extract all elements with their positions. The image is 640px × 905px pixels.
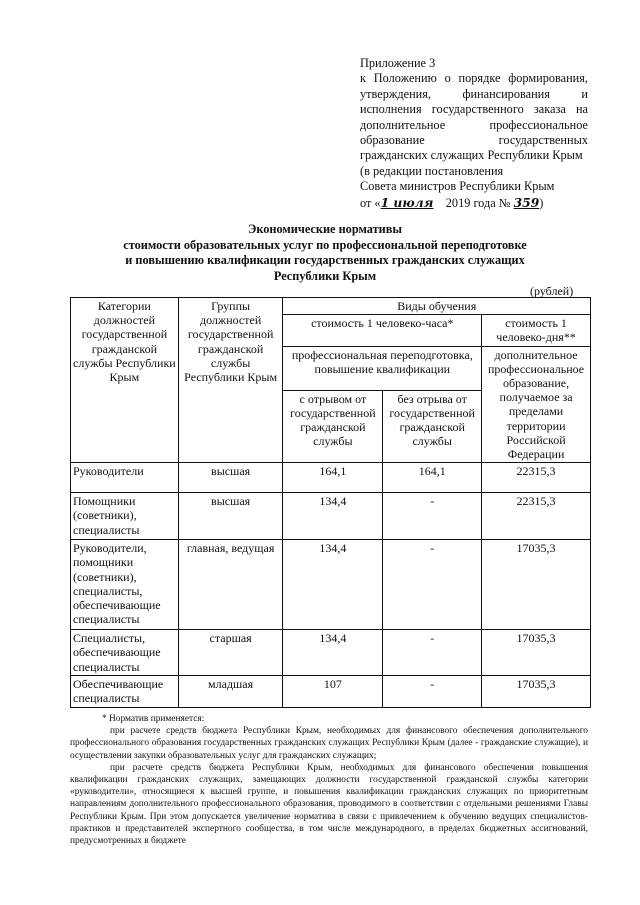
cell-category: Специалисты, обеспечивающие специалисты [71, 630, 179, 676]
table-row [71, 463, 591, 493]
appendix-line: гражданских служащих Республики Крым [360, 148, 583, 163]
cell-day-cost: 17035,3 [482, 676, 591, 708]
header-types: Виды обучения [283, 298, 591, 315]
header-category: Категории должностей государственной гражданской службы Республики Крым [71, 298, 179, 463]
cell-group: высшая [178, 463, 283, 493]
table-row [71, 540, 591, 630]
cell-with-leave: 134,4 [283, 540, 383, 630]
table-row [71, 493, 591, 540]
date-prefix: от « [360, 195, 381, 210]
appendix-date-line [360, 195, 588, 211]
handwritten-number: 359 [513, 194, 540, 210]
footnote-paragraph: при расчете средств бюджета Республики Крым, необходимых для финансового обеспечения дополнительного профессионального образования государственных гражданских служащих Республики Крым (далее - гражданские служащие), и осуществлении закупки образовательных услуг для гражданских служащих; [70, 726, 588, 761]
cell-category: Руководители, помощники (советники), специалисты, обеспечивающие специалисты [71, 540, 179, 630]
cell-without-leave: - [383, 630, 482, 676]
cell-category: Помощники (советники), специалисты [71, 493, 179, 540]
appendix-line: Совета министров Республики Крым [360, 179, 555, 194]
cell-without-leave: 164,1 [383, 463, 482, 493]
footnotes [70, 713, 588, 847]
title-line: и повышению квалификации государственных гражданских служащих [125, 253, 525, 267]
table-row [71, 676, 591, 708]
cell-with-leave: 134,4 [283, 493, 383, 540]
cell-day-cost: 17035,3 [482, 540, 591, 630]
appendix-line: Приложение 3 [360, 56, 436, 70]
unit-label: (рублей) [530, 284, 574, 298]
appendix-line: (в редакции постановления [360, 163, 504, 178]
document-title [60, 222, 590, 284]
cell-with-leave: 164,1 [283, 463, 383, 493]
cell-day-cost: 22315,3 [482, 463, 591, 493]
cell-group: младшая [178, 676, 283, 708]
date-suffix: ) [539, 195, 544, 210]
header-group: Группы должностей государственной гражданской службы Республики Крым [178, 298, 283, 463]
header-hour-cost: стоимость 1 человеко-часа* [283, 315, 482, 346]
cell-day-cost: 22315,3 [482, 493, 591, 540]
header-without-leave: без отрыва от государственной гражданской службы [383, 390, 482, 462]
cell-day-cost: 17035,3 [482, 630, 591, 676]
header-with-leave: с отрывом от государственной гражданской службы [283, 390, 383, 462]
title-line: стоимости образовательных услуг по профессиональной переподготовке [123, 237, 527, 252]
cell-with-leave: 134,4 [283, 630, 383, 676]
cell-group: высшая [178, 493, 283, 540]
table-row [71, 630, 591, 676]
handwritten-date: 1 июля [380, 194, 434, 210]
appendix-header [360, 56, 588, 211]
footnote-heading: * Норматив применяется: [102, 714, 205, 724]
cell-category: Руководители [71, 463, 179, 493]
title-line: Экономические нормативы [248, 222, 402, 236]
header-abroad: дополнительное профессиональное образование, получаемое за пределами территории Российской Федерации [482, 346, 591, 463]
appendix-line: образование государственных [360, 133, 588, 148]
appendix-line: утверждения, финансирования и [360, 86, 588, 101]
cell-group: главная, ведущая [178, 540, 283, 630]
footnote-paragraph: при расчете средств бюджета Республики Крым, необходимых для финансового обеспечения повышения квалификации гражданских служащих, замещающих должности государственной гражданской службы категории «руководители», относящиеся к высшей группе, и повышения квалификации гражданских служащих по приоритетным направлениям дополнительного профессионального образования, проводимого в соответствии с отдельными решениями Главы Республики Крым. При этом допускается увеличение норматива в связи с привлечением к обучению ведущих специалистов-практиков и представителей экспертного сообщества, в том числе международного, в пределах бюджетных ассигнований, предусмотренных в бюджете [70, 762, 588, 847]
appendix-line: дополнительное профессиональное [360, 117, 588, 132]
cell-with-leave: 107 [283, 676, 383, 708]
cell-without-leave: - [383, 540, 482, 630]
appendix-line: к Положению о порядке формирования, [360, 71, 588, 86]
cell-without-leave: - [383, 676, 482, 708]
header-day-cost: стоимость 1 человеко-дня** [482, 315, 591, 346]
cell-without-leave: - [383, 493, 482, 540]
cell-category: Обеспечивающие специалисты [71, 676, 179, 708]
appendix-line: исполнения государственного заказа на [360, 102, 588, 117]
norms-table [70, 297, 591, 708]
header-retraining: профессиональная переподготовка, повышение квалификации [283, 346, 482, 390]
date-year: 2019 года № [445, 195, 511, 210]
title-line: Республики Крым [273, 268, 377, 283]
cell-group: старшая [178, 630, 283, 676]
